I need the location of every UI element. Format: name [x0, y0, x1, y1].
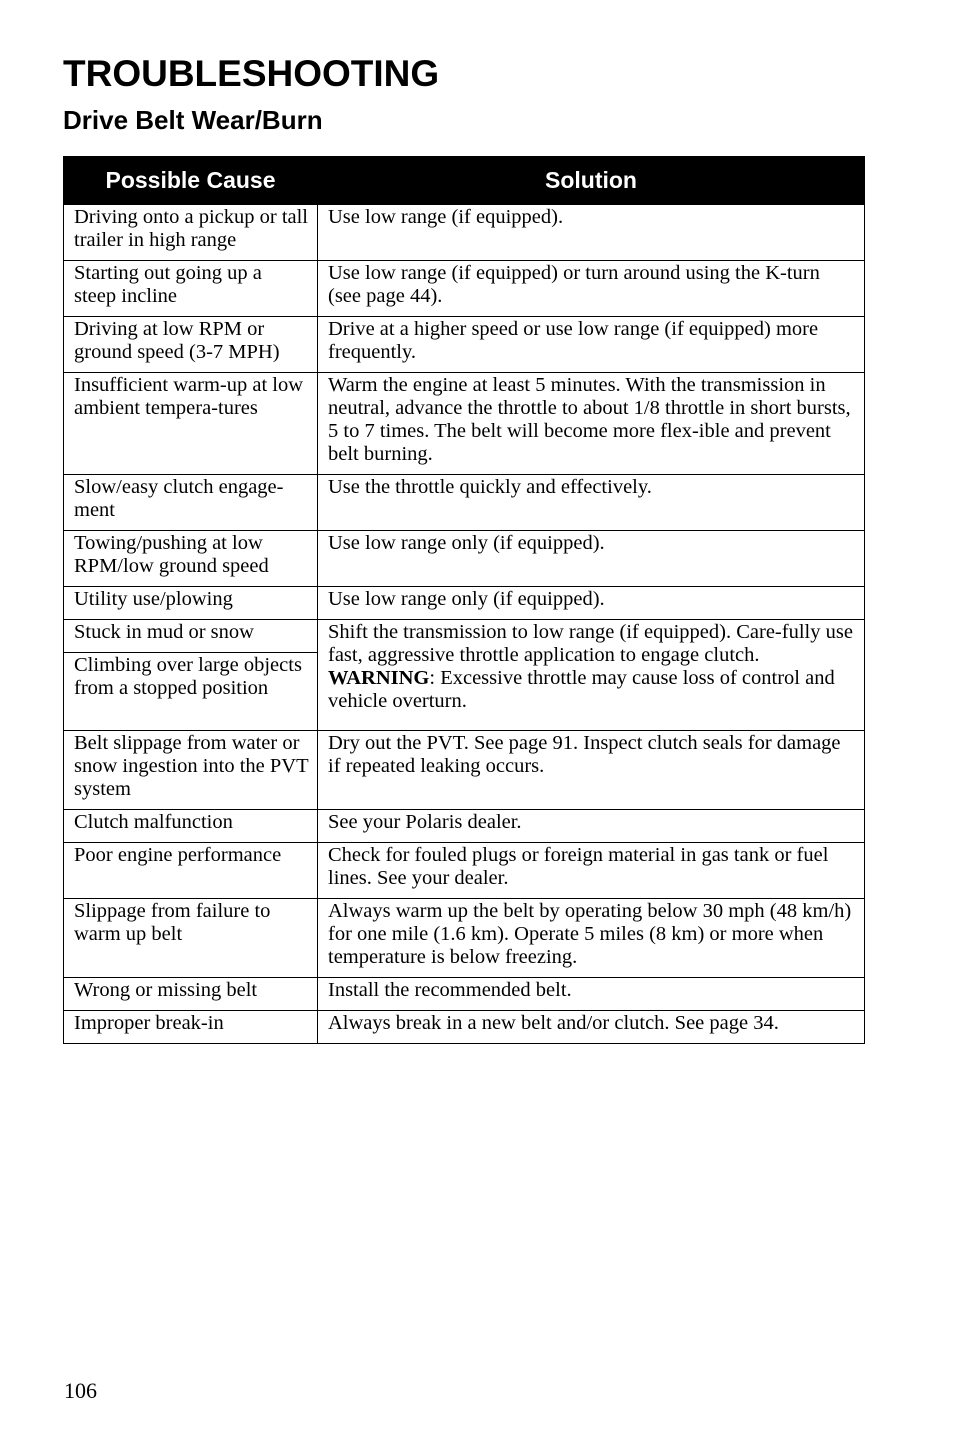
column-header-cause: Possible Cause [64, 157, 318, 205]
cause-cell: Insufficient warm-up at low ambient tempera-tures [64, 373, 318, 475]
cause-cell: Wrong or missing belt [64, 978, 318, 1011]
table-row [64, 899, 865, 978]
cause-cell: Poor engine performance [64, 843, 318, 899]
table-row [64, 317, 865, 373]
solution-cell: Always warm up the belt by operating below 30 mph (48 km/h) for one mile (1.6 km). Operate 5 miles (8 km) or more when temperature is below freezing. [318, 899, 865, 978]
cause-cell: Stuck in mud or snow [64, 620, 318, 653]
page-title: TROUBLESHOOTING [63, 53, 440, 94]
solution-cell: Always break in a new belt and/or clutch. See page 34. [318, 1011, 865, 1044]
solution-cell: Install the recommended belt. [318, 978, 865, 1011]
solution-cell: Drive at a higher speed or use low range (if equipped) more frequently. [318, 317, 865, 373]
column-header-solution: Solution [318, 157, 865, 205]
solution-cell: Use low range (if equipped) or turn around using the K-turn (see page 44). [318, 261, 865, 317]
table-row [64, 810, 865, 843]
cause-cell: Driving at low RPM or ground speed (3-7 MPH) [64, 317, 318, 373]
cause-cell: Clutch malfunction [64, 810, 318, 843]
solution-cell: See your Polaris dealer. [318, 810, 865, 843]
solution-cell: Warm the engine at least 5 minutes. With the transmission in neutral, advance the throttle to about 1/8 throttle in short bursts, 5 to 7 times. The belt will become more flex-ible and prevent belt burning. [318, 373, 865, 475]
table-row [64, 843, 865, 899]
cause-cell: Belt slippage from water or snow ingestion into the PVT system [64, 731, 318, 810]
table-row [64, 731, 865, 810]
cause-cell: Towing/pushing at low RPM/low ground speed [64, 531, 318, 587]
table-row [64, 978, 865, 1011]
solution-text: Shift the transmission to low range (if equipped). Care-fully use fast, aggressive throttle application to engage clutch. [328, 621, 853, 666]
cause-cell: Starting out going up a steep incline [64, 261, 318, 317]
solution-cell: Dry out the PVT. See page 91. Inspect clutch seals for damage if repeated leaking occurs. [318, 731, 865, 810]
solution-text: : Excessive throttle may cause loss of control and vehicle overturn. [328, 667, 835, 712]
cause-cell: Utility use/plowing [64, 587, 318, 620]
table-row [64, 205, 865, 261]
table-row [64, 620, 865, 653]
table-row [64, 475, 865, 531]
cause-cell: Slow/easy clutch engage-ment [64, 475, 318, 531]
cause-cell: Driving onto a pickup or tall trailer in high range [64, 205, 318, 261]
table-row [64, 587, 865, 620]
table-row [64, 261, 865, 317]
cause-cell: Improper break-in [64, 1011, 318, 1044]
table-header-row [64, 157, 865, 205]
table-row [64, 1011, 865, 1044]
warning-label: WARNING [328, 667, 430, 689]
cause-cell: Slippage from failure to warm up belt [64, 899, 318, 978]
solution-cell: Use low range only (if equipped). [318, 587, 865, 620]
page-number: 106 [64, 1378, 97, 1403]
cause-cell: Climbing over large objects from a stopped position [64, 653, 318, 731]
solution-cell [318, 620, 865, 731]
solution-cell: Use low range only (if equipped). [318, 531, 865, 587]
solution-cell: Check for fouled plugs or foreign material in gas tank or fuel lines. See your dealer. [318, 843, 865, 899]
table-row [64, 531, 865, 587]
troubleshooting-table [63, 156, 865, 1044]
table-row [64, 373, 865, 475]
solution-cell: Use low range (if equipped). [318, 205, 865, 261]
section-title: Drive Belt Wear/Burn [63, 105, 323, 135]
solution-cell: Use the throttle quickly and effectively. [318, 475, 865, 531]
